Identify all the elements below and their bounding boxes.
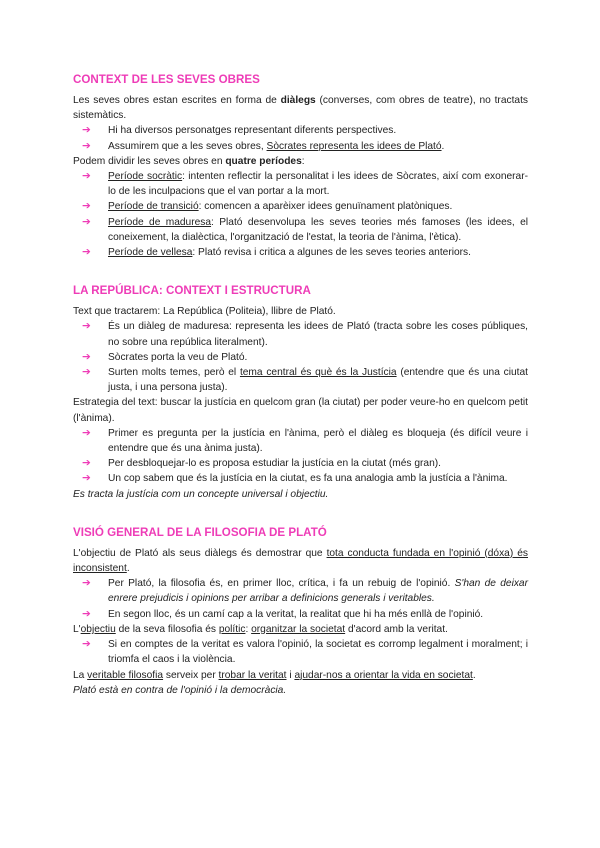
section-republic — [73, 283, 528, 502]
list-item: ➔ Període de vellesa: Plató revisa i critica a algunes de les seves teories anteriors. — [73, 245, 528, 260]
paragraph: Estrategia del text: buscar la justícia en quelcom gran (la ciutat) per poder veure-ho en quelcom petit (l'ànima). — [73, 397, 528, 424]
paragraph: La veritable filosofia serveix per trobar la veritat i ajudar-nos a orientar la vida en societat. — [73, 669, 476, 681]
arrow-right-icon: ➔ — [82, 124, 91, 137]
list-item: ➔ Per Plató, la filosofia és, en primer lloc, crítica, i fa un rebuig de l'opinió. S'han de deixar enrere prejudicis i opinions per arribar a definicions generals i veritables. — [82, 577, 528, 605]
arrow-right-icon: ➔ — [82, 215, 91, 228]
arrow-right-icon: ➔ — [82, 200, 91, 213]
paragraph: Les seves obres estan escrites en forma de diàlegs (converses, com obres de teatre), no tractats sistemàtics. — [73, 95, 528, 122]
section-philosophy — [73, 525, 528, 698]
arrow-right-icon: ➔ — [82, 350, 91, 363]
section-heading: CONTEXT DE LES SEVES OBRES — [73, 73, 260, 86]
list-item: ➔ És un diàleg de maduresa: representa les idees de Plató (tracta sobre les coses públiques, no sobre una república literalment). — [82, 320, 528, 348]
list-item: ➔ Assumirem que a les seves obres, Sòcrates representa les idees de Plató. — [73, 139, 528, 154]
arrow-right-icon: ➔ — [82, 472, 91, 485]
arrow-right-icon: ➔ — [82, 607, 91, 620]
list-item: ➔ Surten molts temes, però el tema central és què és la Justícia (entendre que és una ciutat justa, i una persona justa). — [82, 366, 528, 394]
arrow-right-icon: ➔ — [82, 426, 91, 439]
bullet-list — [73, 123, 528, 153]
bullet-list — [73, 169, 528, 260]
paragraph: Es tracta la justícia com un concepte universal i objectiu. — [73, 488, 329, 500]
list-item: ➔ Per desbloquejar-lo es proposa estudiar la justícia en la ciutat (més gran). — [73, 456, 528, 471]
section-context — [73, 72, 528, 260]
bullet-list — [73, 319, 528, 395]
arrow-right-icon: ➔ — [82, 577, 91, 590]
section-heading: LA REPÚBLICA: CONTEXT I ESTRUCTURA — [73, 284, 311, 298]
paragraph: L'objectiu de Plató als seus diàlegs és demostrar que tota conducta fundada en l'opinió (dóxa) és inconsistent. — [73, 547, 528, 575]
list-item: ➔ Període de transició: comencen a aparèixer idees genuïnament platòniques. — [73, 199, 528, 214]
bullet-list — [73, 576, 528, 622]
arrow-right-icon: ➔ — [82, 246, 91, 259]
paragraph: Podem dividir les seves obres en quatre períodes: — [73, 155, 305, 167]
arrow-right-icon: ➔ — [82, 366, 91, 379]
bullet-list — [73, 637, 528, 667]
arrow-right-icon: ➔ — [82, 139, 91, 152]
section-heading: VISIÓ GENERAL DE LA FILOSOFIA DE PLATÓ — [73, 525, 327, 539]
arrow-right-icon: ➔ — [82, 170, 91, 183]
document-content — [73, 72, 528, 698]
paragraph: Plató està en contra de l'opinió i la democràcia. — [73, 684, 287, 696]
list-item: ➔ Període socràtic: intenten reflectir la personalitat i les idees de Sòcrates, així com exonerar-lo de les inculpacions que el van portar a la mort. — [82, 170, 528, 198]
list-item: ➔ Un cop sabem que és la justícia en la ciutat, es fa una analogia amb la justícia a l'ànima. — [73, 471, 528, 486]
arrow-right-icon: ➔ — [82, 320, 91, 333]
list-item: ➔ Si en comptes de la veritat es valora l'opinió, la societat es corromp legalment i moralment; i triomfa el caos i la violència. — [82, 638, 528, 666]
list-item: ➔ Sòcrates porta la veu de Plató. — [73, 350, 528, 365]
arrow-right-icon: ➔ — [82, 457, 91, 470]
list-item: ➔ En segon lloc, és un camí cap a la veritat, la realitat que hi ha més enllà de l'opinió. — [73, 607, 528, 622]
bullet-list — [73, 426, 528, 487]
arrow-right-icon: ➔ — [82, 638, 91, 651]
list-item: ➔ Primer es pregunta per la justícia en l'ànima, però el diàleg es bloqueja (és difícil veure i entendre que és una ànima justa). — [82, 426, 528, 455]
paragraph: Text que tractarem: La República (Politeia), llibre de Plató. — [73, 306, 336, 318]
list-item: ➔ Hi ha diversos personatges representant diferents perspectives. — [73, 123, 528, 138]
paragraph: L'objectiu de la seva filosofia és polític: organitzar la societat d'acord amb la veritat. — [73, 623, 448, 635]
list-item: ➔ Període de maduresa: Plató desenvolupa les seves teories més famoses (les idees, el coneixement, la dialèctica, l'organització de l'estat, la teoria de l'ànima, l'ètica). — [82, 215, 528, 243]
